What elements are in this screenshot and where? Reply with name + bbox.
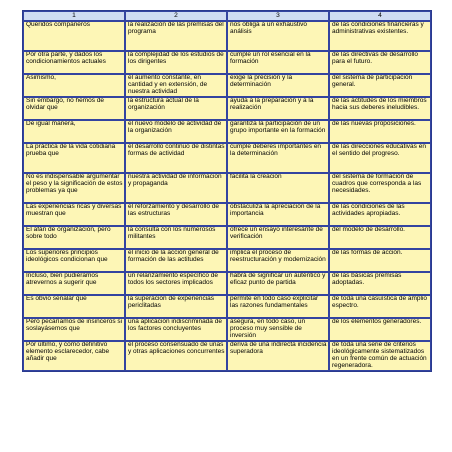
- table-cell: de los elementos generadores.: [329, 318, 431, 341]
- table-cell: nos obliga a un exhaustivo análisis: [227, 21, 329, 51]
- table-cell: El afán de organización, pero sobre todo: [23, 226, 125, 249]
- table-cell: Queridos compañeros: [23, 21, 125, 51]
- table-cell: Pero pecaríamos de insinceros si soslayásemos que: [23, 318, 125, 341]
- table-cell: garantiza la participación de un grupo importante en la formación: [227, 120, 329, 143]
- table-row: [23, 143, 431, 173]
- column-header-2: 2: [125, 11, 227, 21]
- table-cell: de las condiciones financieras y administrativas existentes.: [329, 21, 431, 51]
- table-cell: del sistema de formación de cuadros que corresponda a las necesidades.: [329, 173, 431, 203]
- table-cell: un relanzamiento específico de todos los sectores implicados: [125, 272, 227, 295]
- table-row: [23, 203, 431, 226]
- table-cell: el inicio de la acción general de formación de las actitudes: [125, 249, 227, 272]
- table-cell: la superación de experiencias periclitadas: [125, 295, 227, 318]
- table-cell: la estructura actual de la organización: [125, 97, 227, 120]
- table-row: [23, 51, 431, 74]
- table-row: [23, 21, 431, 51]
- table-cell: el aumento constante, en cantidad y en extensión, de nuestra actividad: [125, 74, 227, 97]
- header-row: [23, 11, 431, 21]
- table-cell: De igual manera,: [23, 120, 125, 143]
- table-cell: Asimismo,: [23, 74, 125, 97]
- phrase-table: [22, 10, 432, 372]
- table-cell: Por otra parte, y dados los condicionamientos actuales: [23, 51, 125, 74]
- table-cell: No es indispensable argumentar el peso y la significación de estos problemas ya que: [23, 173, 125, 203]
- table-cell: el desarrollo continuo de distintas formas de actividad: [125, 143, 227, 173]
- table-cell: obstaculiza la apreciación de la importancia: [227, 203, 329, 226]
- table-row: [23, 226, 431, 249]
- table-cell: cumple deberes importantes en la determinación: [227, 143, 329, 173]
- table-cell: implica el proceso de reestructuración y modernización: [227, 249, 329, 272]
- table-cell: Las experiencias ricas y diversas muestran que: [23, 203, 125, 226]
- table-row: [23, 341, 431, 371]
- table-cell: facilita la creación: [227, 173, 329, 203]
- table-cell: de las directivas de desarrollo para el futuro.: [329, 51, 431, 74]
- table-cell: del sistema de participación general.: [329, 74, 431, 97]
- table-cell: la realización de las premisas del programa: [125, 21, 227, 51]
- table-cell: habrá de significar un auténtico y eficaz punto de partida: [227, 272, 329, 295]
- table-cell: asegura, en todo caso, un proceso muy sensible de inversión: [227, 318, 329, 341]
- table-cell: una aplicación indiscriminada de los factores concluyentes: [125, 318, 227, 341]
- table-cell: permite en todo caso explicitar las razones fundamentales: [227, 295, 329, 318]
- table-cell: de toda una serie de criterios ideológicamente sistematizados en un frente común de actuación regeneradora.: [329, 341, 431, 371]
- table-cell: Es obvio señalar que: [23, 295, 125, 318]
- table-cell: la consulta con los numerosos militantes: [125, 226, 227, 249]
- table-cell: de las condiciones de las actividades apropiadas.: [329, 203, 431, 226]
- table-cell: de las direcciones educativas en el sentido del progreso.: [329, 143, 431, 173]
- table-cell: Incluso, bien pudiéramos atrevernos a sugerir que: [23, 272, 125, 295]
- column-header-4: 4: [329, 11, 431, 21]
- table-cell: de las básicas premisas adoptadas.: [329, 272, 431, 295]
- table-row: [23, 173, 431, 203]
- table-cell: exige la precisión y la determinación: [227, 74, 329, 97]
- table-cell: de las actitudes de los miembros hacia sus deberes ineludibles.: [329, 97, 431, 120]
- table-row: [23, 318, 431, 341]
- table-cell: la complejidad de los estudios de los dirigentes: [125, 51, 227, 74]
- table-cell: el reforzamiento y desarrollo de las estructuras: [125, 203, 227, 226]
- table-cell: ofrece un ensayo interesante de verificación: [227, 226, 329, 249]
- table-cell: nuestra actividad de información y propaganda: [125, 173, 227, 203]
- table-cell: el nuevo modelo de actividad de la organización: [125, 120, 227, 143]
- table-row: [23, 249, 431, 272]
- table-row: [23, 74, 431, 97]
- table-cell: del modelo de desarrollo.: [329, 226, 431, 249]
- table-cell: el proceso consensuado de unas y otras aplicaciones concurrentes: [125, 341, 227, 371]
- table-row: [23, 120, 431, 143]
- phrase-table-sheet: [22, 10, 430, 372]
- column-header-3: 3: [227, 11, 329, 21]
- table-cell: cumple un rol esencial en la formación: [227, 51, 329, 74]
- table-cell: La práctica de la vida cotidiana prueba que: [23, 143, 125, 173]
- table-cell: Los superiores principios ideológicos condicionan que: [23, 249, 125, 272]
- table-row: [23, 97, 431, 120]
- column-header-1: 1: [23, 11, 125, 21]
- table-row: [23, 295, 431, 318]
- table-row: [23, 272, 431, 295]
- table-cell: de toda una casuística de amplio espectro.: [329, 295, 431, 318]
- table-cell: de las nuevas proposiciones.: [329, 120, 431, 143]
- table-cell: de las formas de acción.: [329, 249, 431, 272]
- table-cell: ayuda a la preparación y a la realización: [227, 97, 329, 120]
- table-cell: Por último, y como definitivo elemento esclarecedor, cabe añadir que: [23, 341, 125, 371]
- table-cell: Sin embargo, no hemos de olvidar que: [23, 97, 125, 120]
- table-cell: deriva de una indirecta incidencia superadora: [227, 341, 329, 371]
